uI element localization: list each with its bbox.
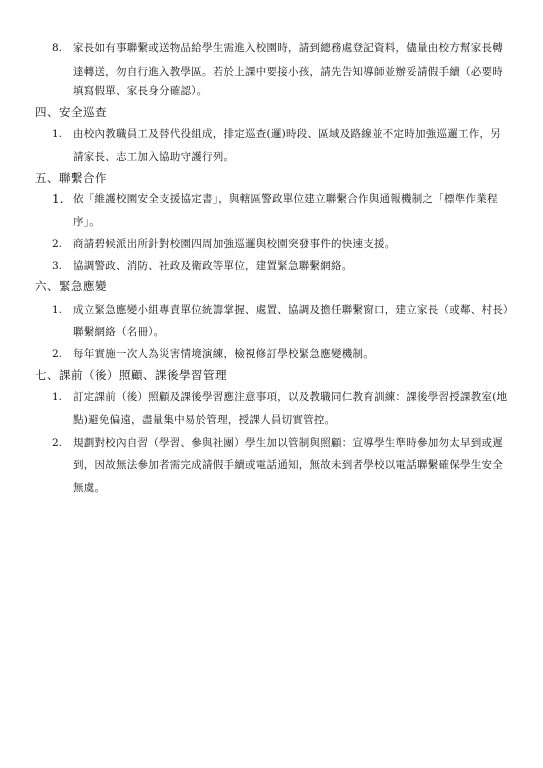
item-line: 成立緊急應變小組專責單位統籌掌握、處置、協調及擔任聯繫窗口，建立家長（或鄰、村長） (73, 304, 514, 316)
item-number: 2. (52, 238, 63, 250)
item-number: 1. (52, 128, 63, 140)
item-number: 8. (52, 42, 63, 54)
item-line: 到，因故無法參加者需完成請假手續或電話通知，無故未到者學校以電話聯繫確保學生安全 (73, 459, 503, 471)
item-number: 1. (52, 192, 64, 206)
section-heading: 七、課前（後）照顧、課後學習管理 (35, 368, 227, 382)
item-number: 3. (52, 260, 63, 272)
item-line: 協調警政、消防、社政及衛政等單位，建置緊急聯繫網絡。 (73, 260, 353, 272)
item-line: 達轉送，勿自行進入教學區。若於上課中要接小孩，請先告知導師並辦妥請假手續（必要時 (73, 66, 503, 78)
item-line: 訂定課前（後）照顧及課後學習應注意事項，以及教職同仁教育訓練：課後學習授課教室(地 (73, 391, 508, 403)
item-line: 商請碧候派出所針對校園四周加強巡邏與校園突發事件的快速支援。 (73, 238, 396, 250)
item-number: 2. (52, 348, 63, 360)
item-number: 2. (52, 437, 63, 449)
section-heading: 五、聯繫合作 (35, 171, 107, 185)
item-line: 序」。 (73, 216, 100, 228)
item-line: 點)避免偏遠，盡量集中易於管理，授課人員切實管控。 (73, 414, 336, 426)
item-line: 每年實施一次人為災害情境演練，檢視修訂學校緊急應變機制。 (73, 348, 374, 360)
item-line: 填寫假單、家長身分確認）。 (73, 85, 208, 97)
item-line: 聯繫網絡（名冊）。 (73, 326, 165, 338)
item-line: 由校內教職員工及替代役組成，排定巡查(邏)時段、區域及路線並不定時加強巡邏工作，另 (73, 128, 501, 140)
item-line: 依「維護校園安全支援協定書」，與轄區警政單位建立聯繫合作與通報機制之「標準作業程 (73, 193, 498, 205)
item-line: 請家長、志工加入協助守護行列。 (73, 151, 235, 163)
section-heading: 六、緊急應變 (35, 279, 107, 293)
item-number: 1. (52, 391, 63, 403)
item-line: 無虞。 (73, 482, 106, 494)
item-line: 家長如有事聯繫或送物品給學生需進入校園時，請到總務處登記資料，儘量由校方幫家長轉 (73, 42, 503, 54)
item-number: 1. (52, 304, 63, 316)
item-line: 規劃對校內自習（學習、參與社團）學生加以管制與照顧：宣導學生準時參加勿太早到或遲 (73, 437, 503, 449)
section-heading: 四、安全巡查 (35, 105, 107, 119)
